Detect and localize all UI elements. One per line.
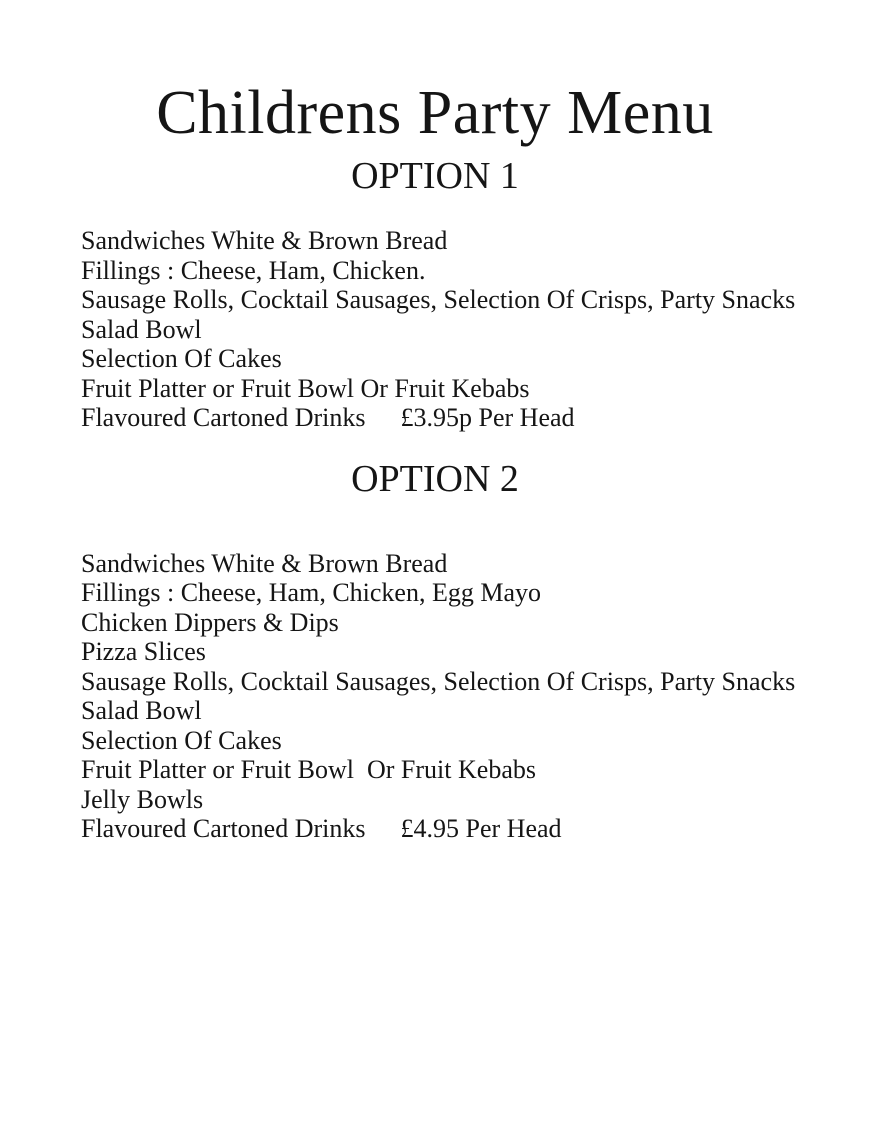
menu-item-text: Fillings : Cheese, Ham, Chicken, Egg Mayo [81, 578, 542, 607]
menu-line [81, 403, 810, 433]
menu-item-text: Selection Of Cakes [81, 344, 282, 373]
menu-line [81, 667, 810, 697]
menu-item-text: Sandwiches White & Brown Bread [81, 548, 448, 578]
menu-item-text: Pizza Slices [81, 637, 206, 666]
menu-item-text: Flavoured Cartoned Drinks [81, 403, 366, 432]
menu-line [81, 549, 810, 579]
menu-line [81, 637, 810, 667]
price-text: £4.95 Per Head [400, 814, 562, 843]
menu-item-text: Sausage Rolls, Cocktail Sausages, Selection Of Crisps, Party Snacks [81, 285, 796, 314]
menu-line [81, 755, 810, 785]
menu-item-text: Sausage Rolls, Cocktail Sausages, Selection Of Crisps, Party Snacks [81, 666, 796, 696]
menu-item-text: Jelly Bowls [81, 784, 204, 814]
menu-item-text: Selection Of Cakes [81, 725, 282, 755]
menu-list-option-2 [81, 549, 810, 844]
menu-line [81, 696, 810, 726]
menu-line [81, 726, 810, 756]
menu-item-text: Flavoured Cartoned Drinks [81, 814, 366, 843]
menu-line [81, 285, 810, 315]
menu-line [81, 315, 810, 345]
menu-item-text: Fruit Platter or Fruit Bowl Or Fruit Kebabs [81, 755, 536, 784]
menu-item-text: Fillings : Cheese, Ham, Chicken. [81, 255, 426, 285]
menu-line [81, 578, 810, 608]
menu-line [81, 374, 810, 404]
price-text: £3.95p Per Head [400, 403, 575, 432]
menu-item-text: Fruit Platter or Fruit Bowl Or Fruit Kebabs [81, 373, 530, 403]
menu-list-option-1 [81, 226, 810, 433]
menu-line [81, 814, 810, 844]
menu-line [81, 344, 810, 374]
menu-line [81, 256, 810, 286]
menu-item-text: Sandwiches White & Brown Bread [81, 226, 448, 255]
menu-line [81, 226, 810, 256]
menu-item-text: Chicken Dippers & Dips [81, 607, 339, 637]
menu-item-text: Salad Bowl [81, 314, 202, 344]
section-heading-option-1: OPTION 1 [351, 155, 519, 197]
menu-line [81, 608, 810, 638]
page-title: Childrens Party Menu [156, 79, 714, 147]
section-heading-option-2: OPTION 2 [351, 457, 519, 500]
menu-line [81, 785, 810, 815]
menu-item-text: Salad Bowl [81, 696, 202, 725]
